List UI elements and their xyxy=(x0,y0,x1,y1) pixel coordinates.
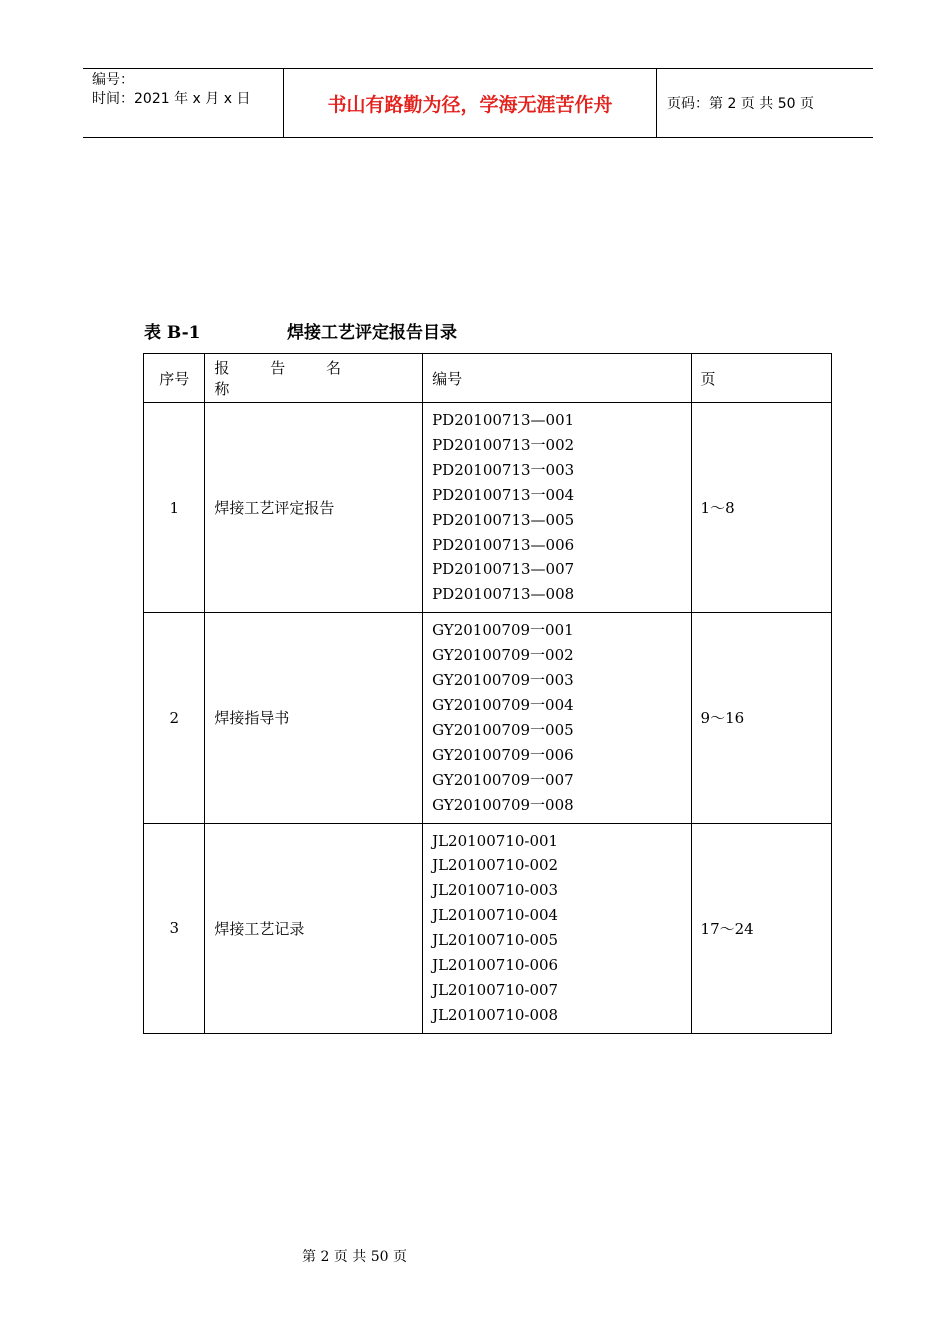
code-item: PD20100713一002 xyxy=(432,435,575,454)
code-item: PD20100713—008 xyxy=(432,585,575,604)
code-item: PD20100713—001 xyxy=(432,411,575,429)
table-title: 焊接工艺评定报告目录 xyxy=(287,323,457,343)
row-codes xyxy=(423,823,691,1033)
table-label: 表 B-1 xyxy=(144,323,201,343)
code-item: GY20100709一004 xyxy=(432,695,574,714)
code-item: JL20100710-008 xyxy=(432,1005,559,1024)
row-name: 焊接工艺记录 xyxy=(205,823,423,1033)
report-catalog-table xyxy=(143,353,832,1034)
row-name: 焊接工艺评定报告 xyxy=(205,403,423,613)
col-header-no: 序号 xyxy=(144,354,205,403)
page-header xyxy=(83,68,873,138)
code-item: PD20100713—006 xyxy=(432,535,575,554)
row-pages: 17～24 xyxy=(691,823,831,1033)
code-item: PD20100713一003 xyxy=(432,460,575,479)
row-pages: 9～16 xyxy=(691,613,831,823)
row-pages: 1～8 xyxy=(691,403,831,613)
code-item: PD20100713一004 xyxy=(432,485,575,504)
row-no: 3 xyxy=(144,823,205,1033)
table-row xyxy=(144,613,832,823)
page-footer: 第 2 页 共 50 页 xyxy=(302,1249,407,1265)
row-codes xyxy=(423,403,691,613)
table-row xyxy=(144,403,832,613)
header-page-info: 页码：第 2 页 共 50 页 xyxy=(667,96,814,112)
code-item: JL20100710-006 xyxy=(432,956,559,975)
code-item: JL20100710-004 xyxy=(432,906,559,925)
code-item: GY20100709一003 xyxy=(432,671,574,690)
code-item: JL20100710-001 xyxy=(432,831,559,850)
code-item: JL20100710-007 xyxy=(432,980,559,999)
code-item: JL20100710-003 xyxy=(432,881,559,900)
code-item: GY20100709一007 xyxy=(432,770,574,789)
code-item: GY20100709一008 xyxy=(432,795,574,814)
code-item: GY20100709一002 xyxy=(432,646,574,665)
code-item: GY20100709一001 xyxy=(432,621,574,640)
row-name: 焊接指导书 xyxy=(205,613,423,823)
row-no: 2 xyxy=(144,613,205,823)
col-header-code: 编号 xyxy=(423,354,691,403)
table-row xyxy=(144,823,832,1033)
col-header-name: 报 告 名 称 xyxy=(205,354,423,403)
code-item: JL20100710-002 xyxy=(432,856,559,875)
code-item: GY20100709一005 xyxy=(432,720,574,739)
time-label: 时间：2021 年 x 月 x 日 xyxy=(92,91,251,107)
code-item: PD20100713—005 xyxy=(432,510,575,529)
row-codes xyxy=(423,613,691,823)
col-header-pages: 页 xyxy=(691,354,831,403)
table-header-row xyxy=(144,354,832,403)
header-meta xyxy=(83,69,284,137)
code-item: GY20100709一006 xyxy=(432,745,574,764)
code-item: PD20100713—007 xyxy=(432,560,575,579)
header-motto: 书山有路勤为径，学海无涯苦作舟 xyxy=(284,69,657,137)
number-label: 编号： xyxy=(92,72,134,88)
row-no: 1 xyxy=(144,403,205,613)
code-item: JL20100710-005 xyxy=(432,931,559,950)
